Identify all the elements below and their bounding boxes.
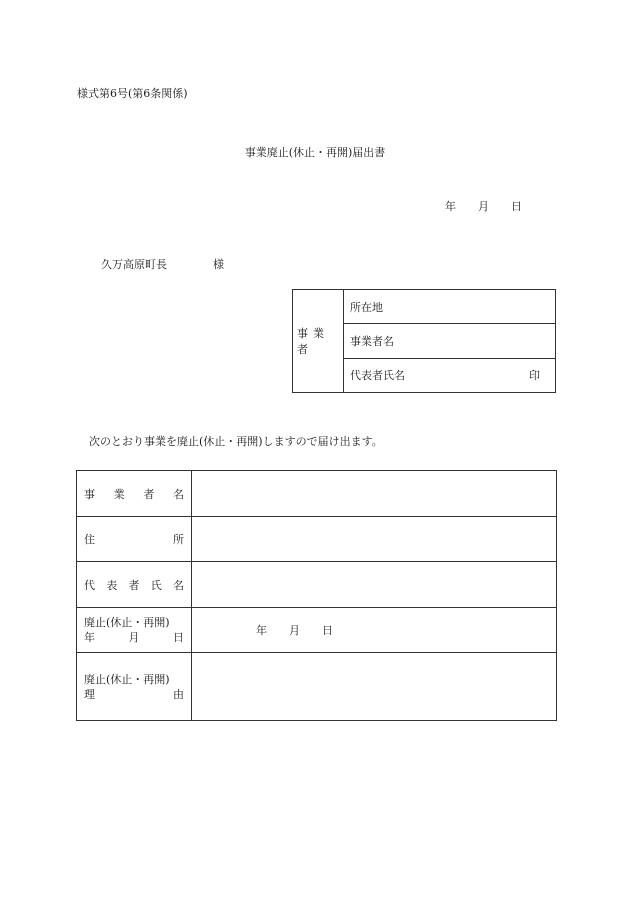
notification-table	[76, 470, 557, 721]
closure-reason-label-line1: 廃止(休止・再開)	[84, 672, 170, 686]
closure-date-label-line1: 廃止(休止・再開)	[84, 616, 170, 629]
label-char: 業	[113, 487, 125, 501]
label-char: 理	[84, 687, 95, 701]
label-char: 者	[128, 578, 140, 592]
table-row	[77, 653, 557, 721]
label-char: 所	[173, 533, 184, 546]
closure-date-day: 日	[322, 624, 333, 637]
closure-date-label	[77, 608, 192, 653]
form-number: 様式第6号(第6条関係)	[77, 87, 188, 100]
closure-reason-input[interactable]	[192, 653, 557, 721]
table-row	[77, 608, 557, 653]
closure-date-input[interactable]	[192, 608, 557, 653]
applicant-address-label: 所在地	[350, 300, 383, 314]
business-name-input[interactable]	[192, 471, 557, 517]
seal-mark: 印	[529, 369, 540, 383]
applicant-box	[292, 289, 556, 393]
business-name-label	[77, 471, 192, 517]
applicant-representative-field[interactable]	[344, 358, 555, 392]
label-char: 氏	[150, 578, 162, 592]
addressee-honorific: 様	[213, 258, 224, 271]
label-char: 年	[84, 631, 95, 644]
date-month-label: 月	[478, 200, 489, 213]
label-char: 事	[84, 487, 95, 501]
applicant-business-name-field[interactable]	[344, 323, 555, 357]
label-char: 表	[106, 578, 118, 592]
date-year-label: 年	[445, 200, 456, 213]
addressee-name: 久万高原町長	[101, 258, 167, 271]
table-row	[77, 517, 557, 562]
applicant-business-name-label: 事業者名	[350, 334, 394, 348]
document-title: 事業廃止(休止・再開)届出書	[244, 146, 386, 159]
label-char: 名	[173, 578, 184, 592]
label-char: 日	[173, 631, 184, 644]
date-day-label: 日	[511, 200, 522, 213]
applicant-representative-label: 代表者氏名	[350, 369, 405, 383]
closure-reason-label	[77, 653, 192, 721]
label-char: 由	[173, 687, 184, 701]
closure-date-month: 月	[289, 624, 300, 637]
addressee	[101, 256, 224, 272]
intro-text: 次のとおり事業を廃止(休止・再開)しますので届け出ます。	[89, 435, 383, 448]
label-char: 名	[172, 487, 184, 501]
label-char: 代	[84, 578, 95, 592]
applicant-label: 事業者	[293, 290, 344, 392]
address-label	[77, 517, 192, 562]
submission-date	[445, 198, 522, 214]
label-char: 者	[143, 487, 155, 501]
table-row	[77, 471, 557, 517]
representative-label	[77, 562, 192, 608]
label-char: 月	[128, 631, 140, 644]
applicant-address-field[interactable]	[344, 290, 555, 323]
address-input[interactable]	[192, 517, 557, 562]
representative-input[interactable]	[192, 562, 557, 608]
closure-date-year: 年	[256, 624, 267, 637]
label-char: 住	[84, 533, 95, 546]
table-row	[77, 562, 557, 608]
